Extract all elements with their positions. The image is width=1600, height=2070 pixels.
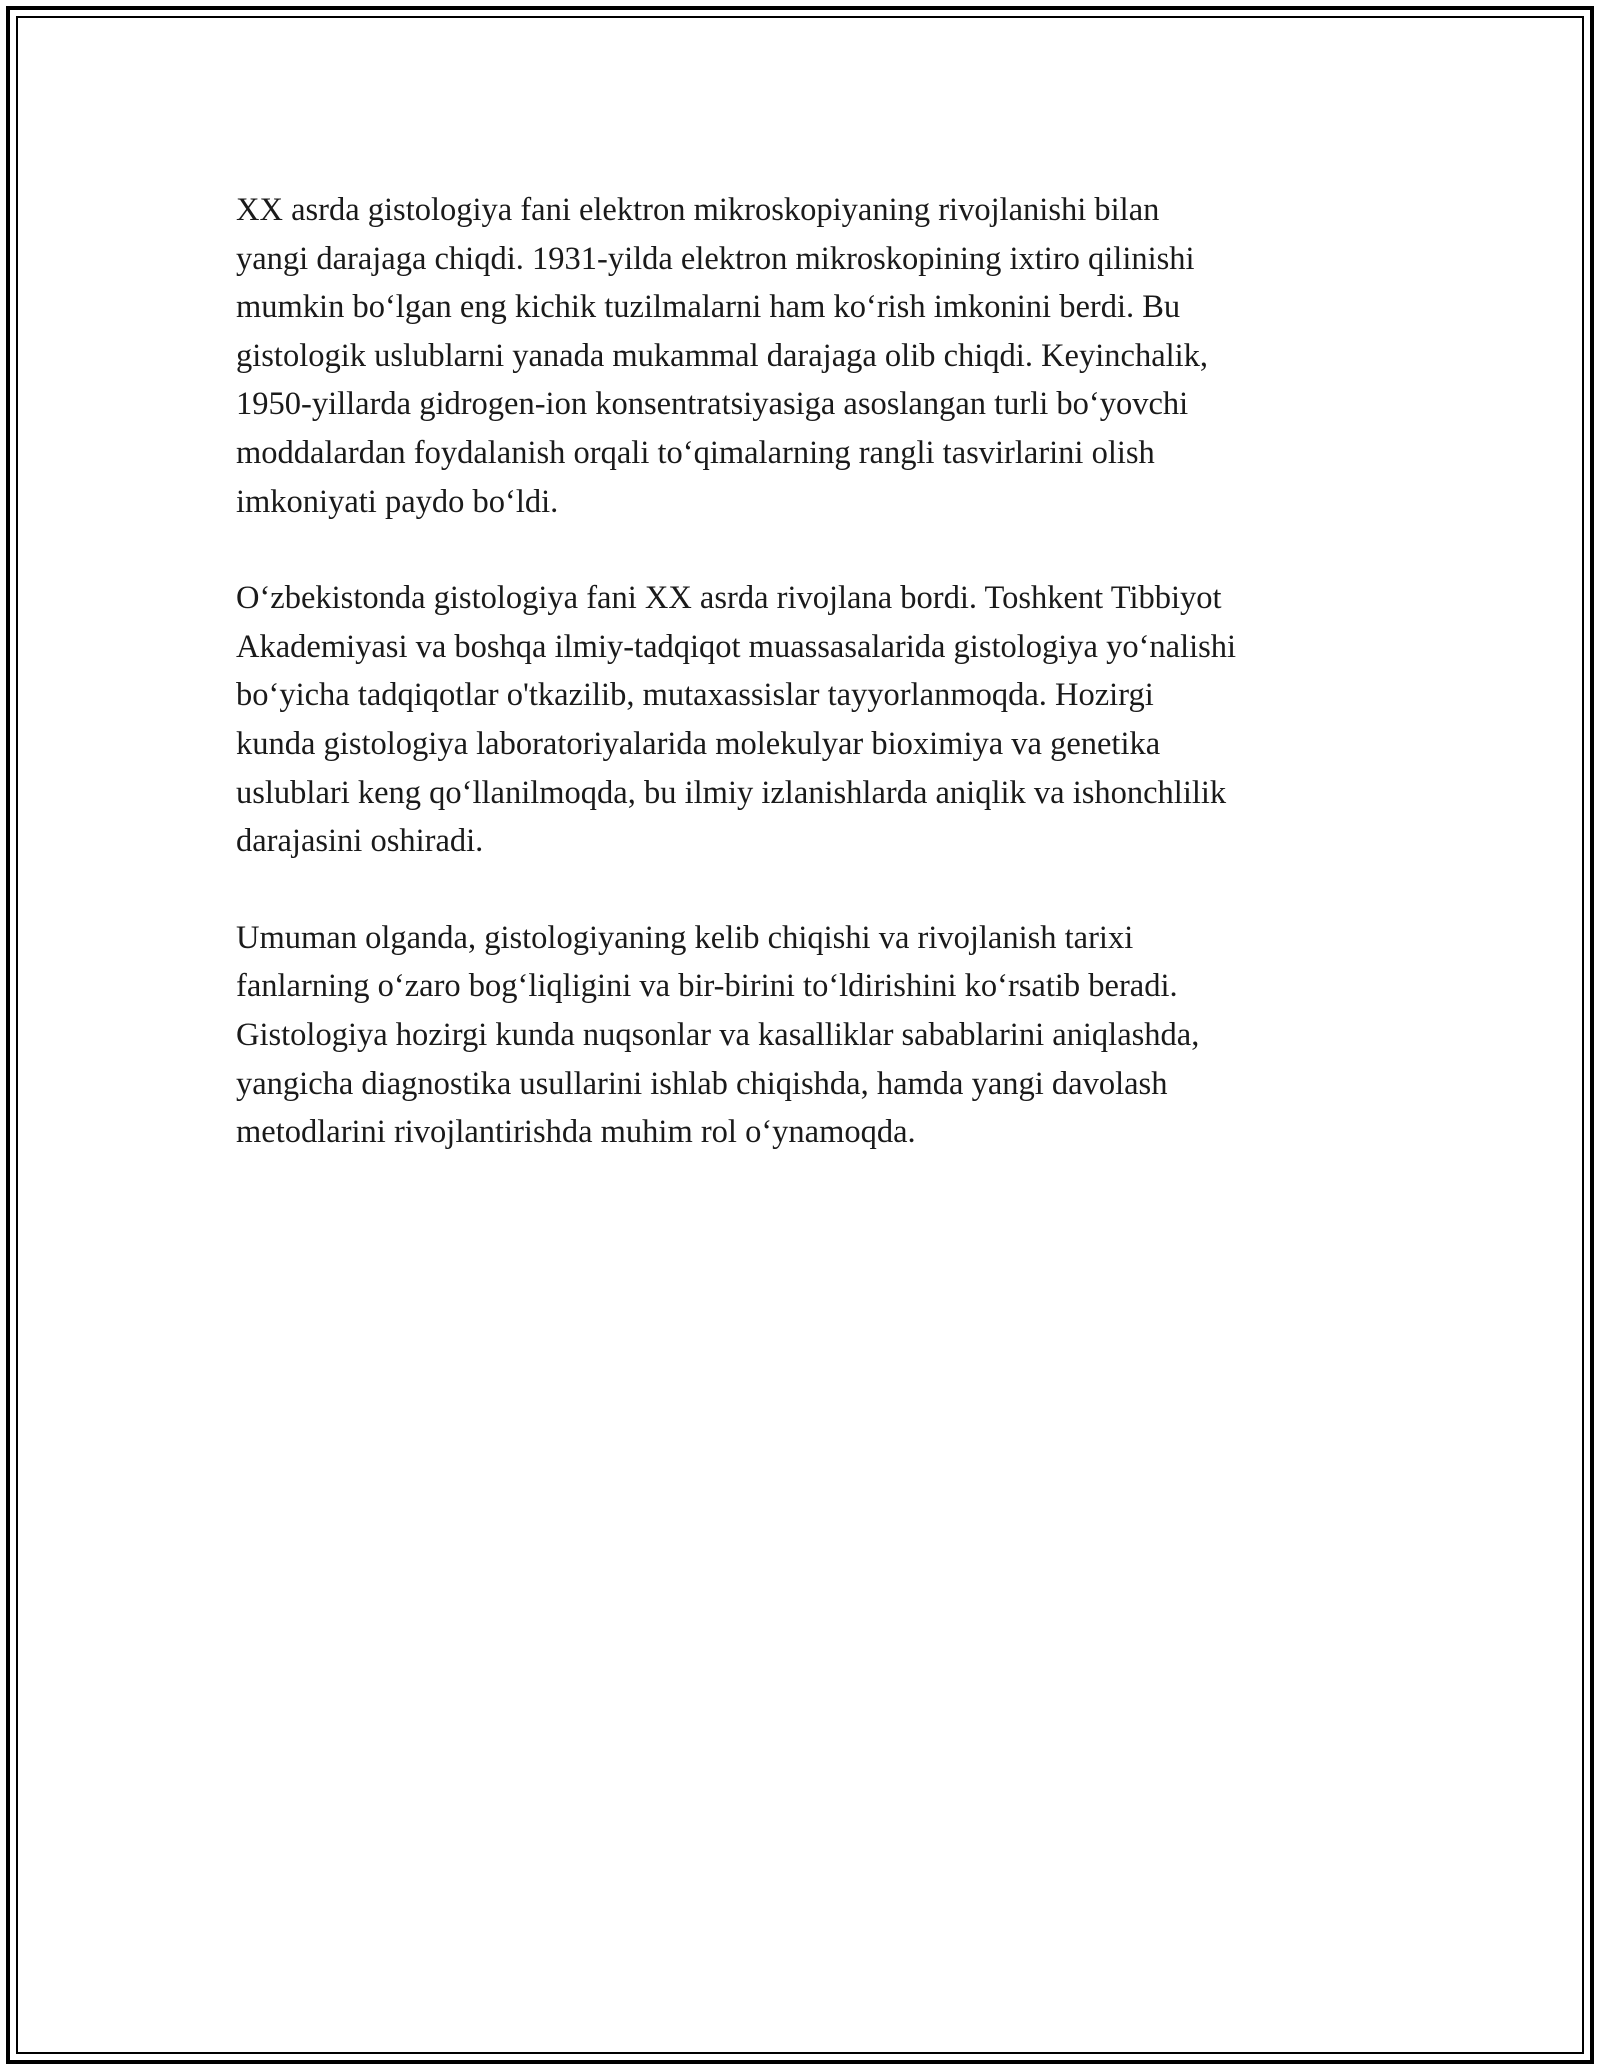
paragraph-2 (236, 574, 1386, 866)
paragraph-1 (236, 186, 1386, 526)
text-line: moddalardan foydalanish orqali to‘qimalarning rangli tasvirlarini olish (236, 434, 1155, 471)
text-line: imkoniyati paydo bo‘ldi. (236, 483, 559, 520)
text-line: bo‘yicha tadqiqotlar o'tkazilib, mutaxassislar tayyorlanmoqda. Hozirgi (236, 677, 1154, 714)
text-line: O‘zbekistonda gistologiya fani XX asrda rivojlana bordi. Toshkent Tibbiyot (236, 580, 1222, 617)
text-line: Akademiyasi va boshqa ilmiy-tadqiqot muassasalarida gistologiya yo‘nalishi (236, 628, 1237, 665)
text-line: Gistologiya hozirgi kunda nuqsonlar va kasalliklar sabablarini aniqlashda, (236, 1016, 1200, 1053)
text-line: Umuman olganda, gistologiyaning kelib chiqishi va rivojlanish tarixi (236, 919, 1134, 956)
text-line: XX asrda gistologiya fani elektron mikroskopiyaning rivojlanishi bilan (236, 192, 1160, 228)
text-line: kunda gistologiya laboratoriyalarida molekulyar bioximiya va genetika (236, 725, 1161, 762)
text-line: uslublari keng qo‘llanilmoqda, bu ilmiy izlanishlarda aniqlik va ishonchlilik (236, 774, 1227, 811)
document-body (236, 186, 1386, 1205)
text-line: mumkin bo‘lgan eng kichik tuzilmalarni ham ko‘rish imkonini berdi. Bu (236, 289, 1181, 326)
text-line: fanlarning o‘zaro bog‘liqligini va bir-birini to‘ldirishini ko‘rsatib beradi. (236, 968, 1178, 1005)
text-line: yangicha diagnostika usullarini ishlab chiqishda, hamda yangi davolash (236, 1065, 1168, 1102)
text-line: 1950-yillarda gidrogen-ion konsentratsiyasiga asoslangan turli bo‘yovchi (236, 386, 1189, 423)
text-line: darajasini oshiradi. (236, 823, 484, 860)
paragraph-3 (236, 914, 1386, 1157)
text-line: gistologik uslublarni yanada mukammal darajaga olib chiqdi. Keyinchalik, (236, 337, 1209, 374)
text-line: yangi darajaga chiqdi. 1931-yilda elektron mikroskopining ixtiro qilinishi (236, 240, 1195, 277)
text-line: metodlarini rivojlantirishda muhim rol o‘ynamoqda. (236, 1114, 916, 1151)
